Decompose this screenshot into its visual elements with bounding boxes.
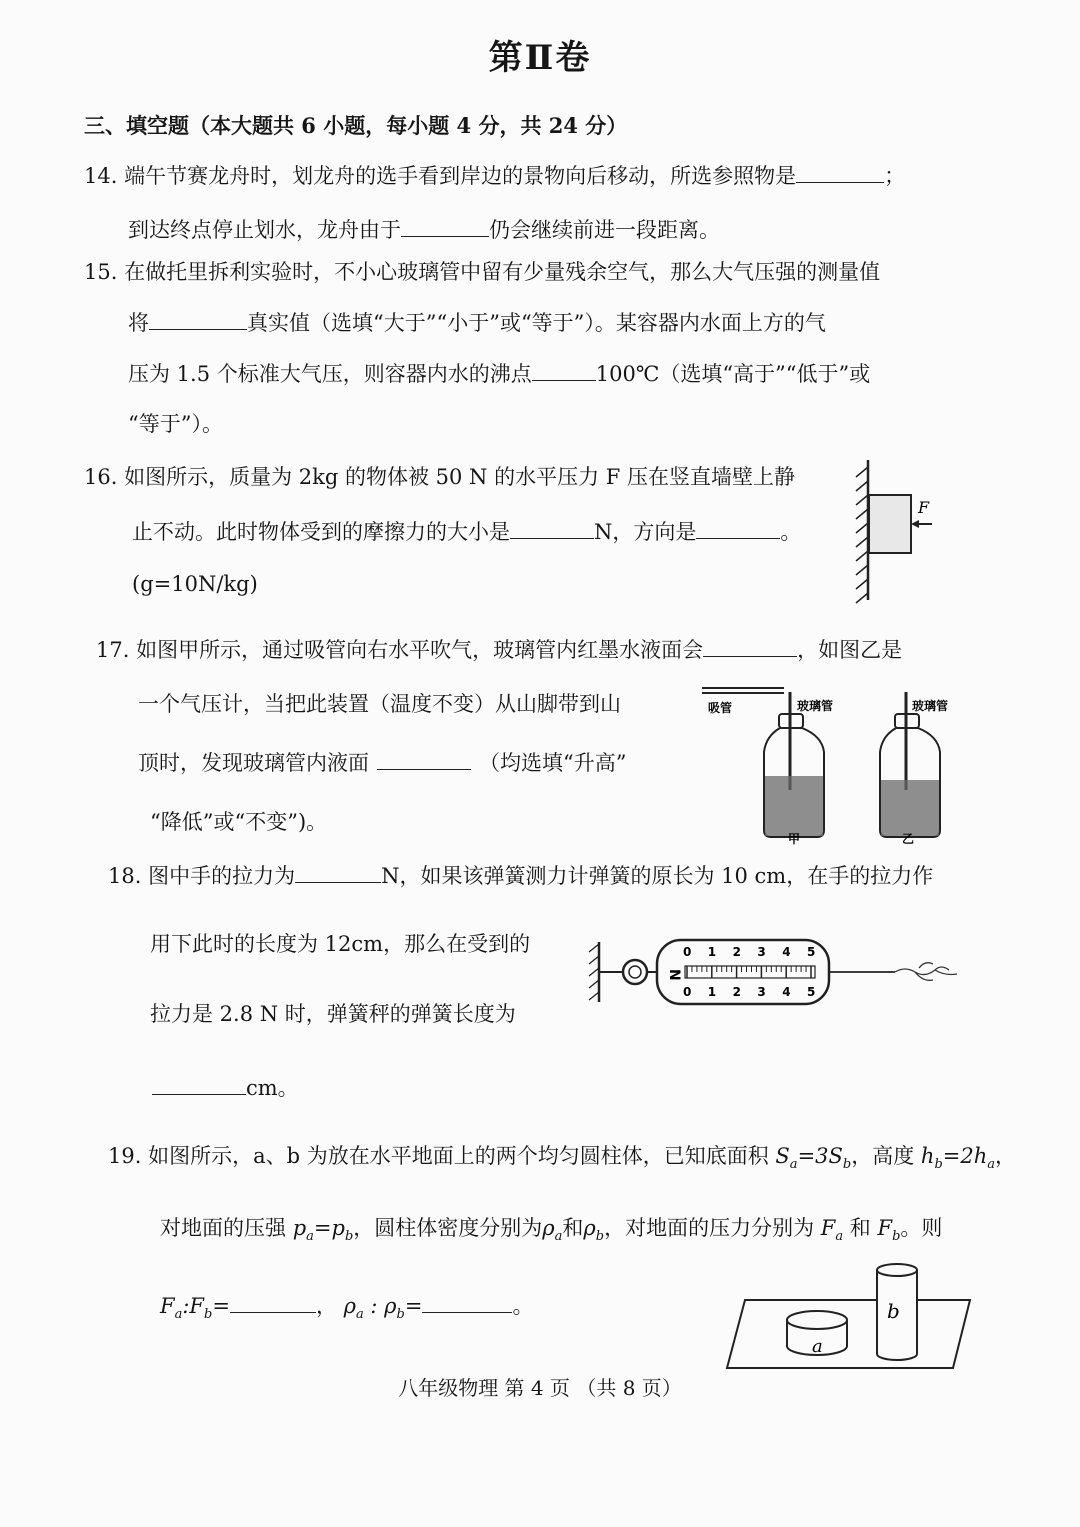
- ground-plane: [727, 1300, 970, 1368]
- section-heading: 三、填空题（本大题共 6 小题，每小题 4 分，共 24 分）: [84, 113, 628, 138]
- q15-blank-2: [532, 358, 596, 381]
- question-18-line-4: [152, 1072, 299, 1102]
- liquid-yi: [881, 780, 939, 836]
- cylinder-b-label: b: [887, 1299, 900, 1323]
- q14-text-1: 14. 端午节赛龙舟时，划龙舟的选手看到岸边的景物向后移动，所选参照物是: [84, 164, 797, 188]
- q15-text-4: “等于”）。: [128, 412, 223, 436]
- q17-text-3b: （均选填“升高”: [479, 751, 627, 775]
- page-footer: 八年级物理 第 4 页 （共 8 页）: [398, 1376, 682, 1400]
- scale-track: [685, 966, 815, 978]
- q18-text-1a: 18. 图中手的拉力为: [108, 864, 296, 888]
- q16-text-2a: 止不动。此时物体受到的摩擦力的大小是: [132, 520, 510, 544]
- question-18-line-2: [150, 930, 530, 958]
- q17-text-4: “降低”或“不变”)。: [150, 810, 328, 834]
- scale-ring: [623, 960, 647, 984]
- q16-text-2b: N，方向是: [594, 520, 697, 544]
- q18-blank-1: [295, 860, 381, 883]
- q18-blank-2: [152, 1072, 246, 1095]
- block: [869, 495, 911, 553]
- tube-label-jia: 玻璃管: [797, 699, 834, 713]
- q19-formula-fb: $F_b$: [877, 1216, 901, 1245]
- question-16-line-2: [132, 516, 801, 546]
- q19-text-2d: 。则: [900, 1216, 943, 1240]
- q16-blank-1: [510, 516, 594, 539]
- liquid-jia: [765, 776, 823, 836]
- q14-blank-2: [401, 214, 489, 237]
- q15-text-3b: 100℃（选填“高于”“低于”或: [595, 362, 871, 386]
- q19-formula-rho: $\rho_a$: [542, 1216, 563, 1245]
- q19-formula-rho-b: $\rho_b$: [583, 1216, 605, 1245]
- scale-number: 0: [683, 985, 692, 999]
- scale-wall-hatching: [589, 944, 599, 1000]
- question-17-line-4: [150, 808, 327, 836]
- cylinder-b-top: [877, 1264, 917, 1276]
- wall-hatching: [856, 467, 868, 603]
- q18-text-4: cm。: [246, 1076, 299, 1100]
- cylinder-a: [787, 1311, 847, 1357]
- scale-number: 3: [757, 945, 766, 959]
- figure-cylinders: [725, 1260, 975, 1375]
- question-16-line-1: [84, 463, 795, 491]
- question-17-line-3: [138, 747, 626, 777]
- question-17-line-2: [138, 690, 621, 718]
- q19-text-2a: 对地面的压强: [160, 1216, 286, 1240]
- q19-text-1: 19. 如图所示，a、b 为放在水平地面上的两个均匀圆柱体，已知底面积: [108, 1144, 769, 1168]
- bottle-yi: [880, 692, 948, 846]
- page-title: 第Ⅱ卷: [488, 38, 592, 78]
- scale-number: 4: [782, 985, 791, 999]
- force-label: F: [918, 498, 930, 517]
- q17-text-3a: 顶时，发现玻璃管内液面: [138, 751, 369, 775]
- q19-formula-sa: $S_a=3S_b$: [775, 1144, 852, 1173]
- question-17-line-1: [96, 634, 902, 664]
- question-14-line-1: [84, 160, 905, 190]
- q16-gravity-note: (g=10N/kg): [132, 572, 258, 596]
- figure-wall-block: [850, 455, 940, 605]
- scale-number: 2: [732, 985, 741, 999]
- force-arrowhead: [911, 520, 919, 528]
- q16-text-1: 16. 如图所示，质量为 2kg 的物体被 50 N 的水平压力 F 压在竖直墙壁上静: [84, 465, 795, 489]
- q18-text-3: 拉力是 2.8 N 时，弹簧秤的弹簧长度为: [150, 1002, 516, 1026]
- scale-number: 1: [707, 945, 717, 959]
- tube-label-yi: 玻璃管: [912, 699, 949, 713]
- figure-spring-scale: [585, 930, 985, 1010]
- scale-unit: N: [666, 969, 682, 981]
- q19-text-2c: ，对地面的压力分别为: [604, 1216, 815, 1240]
- q15-blank-1: [149, 307, 247, 330]
- scale-numbers: [683, 945, 815, 999]
- q17-blank-1: [703, 634, 797, 657]
- q19-formula-h: $h_b=2h_a$: [920, 1144, 996, 1173]
- question-15-line-1: [84, 258, 880, 286]
- scale-number: 1: [707, 985, 717, 999]
- scale-number: 5: [807, 945, 816, 959]
- question-19-line-3: $F_a:F_b=$ ， $\rho_a$ : $\rho_b=$ 。: [160, 1290, 533, 1329]
- q14-text-2: 到达终点停止划水，龙舟由于: [128, 218, 401, 242]
- scale-ring-inner: [629, 966, 641, 978]
- q17-text-1a: 17. 如图甲所示，通过吸管向右水平吹气，玻璃管内红墨水液面会: [96, 638, 704, 662]
- scale-number: 4: [782, 945, 791, 959]
- q15-text-3a: 压为 1.5 个标准大气压，则容器内水的沸点: [128, 362, 532, 386]
- q19-blank-2: [422, 1290, 512, 1313]
- q19-ratio-f: $F_a:F_b=$: [160, 1294, 230, 1323]
- scale-number: 5: [807, 985, 816, 999]
- hand-sketch: [895, 963, 957, 981]
- question-15-line-4: [128, 410, 223, 438]
- scale-number: 3: [757, 985, 766, 999]
- q19-formula-f: $F_a$: [820, 1216, 844, 1245]
- q15-text-2a: 将: [128, 311, 149, 335]
- label-yi: 乙: [902, 832, 915, 846]
- scale-number: 0: [683, 945, 692, 959]
- figure-bottles: [700, 680, 970, 845]
- q14-blank-1: [796, 160, 884, 183]
- question-19-line-2: 对地面的压强 $p_a=p_b$，圆柱体密度分别为$\rho_a$和$\rho_b$，对地面的压力分别为 $F_a$ 和 $F_b$。则: [160, 1216, 943, 1245]
- q15-text-1: 15. 在做托里拆利实验时，不小心玻璃管中留有少量残余空气，那么大气压强的测量值: [84, 260, 881, 284]
- question-19-line-1: 19. 如图所示，a、b 为放在水平地面上的两个均匀圆柱体，已知底面积 $S_a=3S_b$，高度 $h_b=2h_a$，: [108, 1144, 1017, 1173]
- question-16-line-3: [132, 570, 258, 598]
- scale-ticks: [687, 966, 811, 978]
- q19-ratio-rho: $\rho_a$ : $\rho_b=$: [343, 1294, 423, 1323]
- question-18-line-3: [150, 1000, 516, 1028]
- q17-text-1b: ，如图乙是: [797, 638, 903, 662]
- cylinder-a-label: a: [812, 1336, 823, 1357]
- question-15-line-3: [128, 358, 870, 388]
- cylinder-a-top: [787, 1311, 847, 1329]
- question-15-line-2: [128, 307, 826, 337]
- q18-text-2: 用下此时的长度为 12cm，那么在受到的: [150, 932, 531, 956]
- q19-blank-1: [230, 1290, 316, 1313]
- bottle-jia: [764, 692, 833, 846]
- q14-text-3: 仍会继续前进一段距离。: [489, 218, 720, 242]
- label-jia: 甲: [788, 832, 801, 846]
- q15-text-2b: 真实值（选填“大于”“小于”或“等于”）。某容器内水面上方的气: [247, 311, 826, 335]
- straw-label: 吸管: [708, 701, 733, 715]
- question-18-line-1: [108, 860, 933, 890]
- q16-text-2c: 。: [780, 520, 802, 544]
- q17-blank-2: [377, 747, 471, 770]
- question-14-line-2: [128, 214, 720, 244]
- q18-text-1b: N，如果该弹簧测力计弹簧的原长为 10 cm，在手的拉力作: [381, 864, 934, 888]
- q16-blank-2: [696, 516, 780, 539]
- q19-text-2b: ，圆柱体密度分别为: [353, 1216, 543, 1240]
- q14-semicolon: ；: [884, 164, 906, 188]
- q19-formula-p: $p_a=p_b$: [292, 1216, 354, 1245]
- scale-number: 2: [732, 945, 741, 959]
- q17-text-2: 一个气压计，当把此装置（温度不变）从山脚带到山: [138, 692, 621, 716]
- cylinder-b: [877, 1264, 917, 1360]
